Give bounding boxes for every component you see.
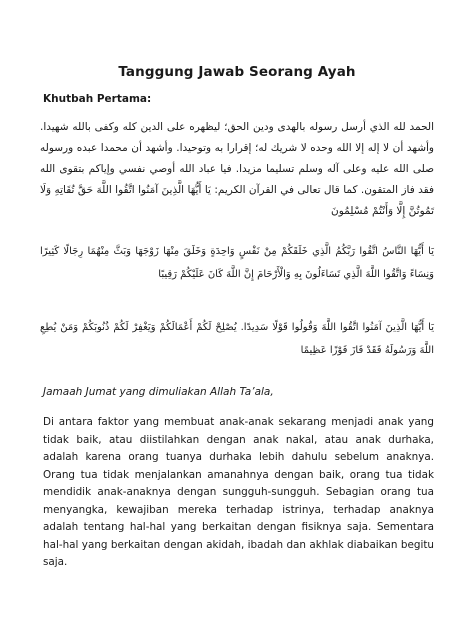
- arabic-paragraph-2: يَا أَيُّهَا النَّاسُ اتَّقُوا رَبَّكُمُ الَّذِي خَلَقَكُمْ مِنْ نَفْسٍ وَاحِدَةٍ وَخَلَقَ مِنْهَا زَوْجَهَا وَبَثَّ مِنْهُمَا رِجَالًا كَثِيرًا وَنِسَاءً وَاتَّقُوا اللَّهَ الَّذِي تَسَاءَلُونَ بِهِ وَالْأَرْحَامَ إِنَّ اللَّهَ كَانَ عَلَيْكُمْ رَقِيبًا: [40, 246, 434, 280]
- arabic-paragraph-1: الحمد لله الذي أرسل رسوله بالهدى ودين الحق؛ ليظهره على الدين كله وكفى بالله شهيدا. وأشهد أن لا إله إلا الله وحده لا شريك له؛ إقرارا به وتوحيدا. وأشهد أن محمدا عبده ورسوله صلى الله عليه وعلى آله وسلم تسليما مزيدا. فيا عباد الله أوصي نفسي وإياكم بتقوى الله فقد فاز المتقون. كما قال تعالى في القرآن الكريم: يَا أَيُّهَا الَّذِينَ آمَنُوا اتَّقُوا اللَّهَ حَقَّ تُقَاتِهِ وَلَا تَمُوتُنَّ إِلَّا وَأَنْتُمْ مُسْلِمُونَ: [40, 121, 434, 217]
- body-paragraph: Di antara faktor yang membuat anak-anak sekarang menjadi anak yang tidak baik, atau diistilahkan dengan anak nakal, atau anak durhaka, adalah karena orang tuanya durhaka lebih dahulu sebelum anaknya. Orang tua tidak menjalankan amanahnya dengan baik, orang tua tidak mendidik anak-anaknya dengan sungguh-sungguh. Sebagian orang tua menyangka, kewajiban mereka terhadap istrinya, terhadap anaknya adalah tentang hal-hal yang berkaitan dengan fisiknya saja. Sementara hal-hal yang berkaitan dengan akidah, ibadah dan akhlak diabaikan begitu saja.: [43, 416, 434, 568]
- arabic-paragraph-3: يَا أَيُّهَا الَّذِينَ آمَنُوا اتَّقُوا اللَّهَ وَقُولُوا قَوْلًا سَدِيدًا. يُصْلِحْ لَكُمْ أَعْمَالَكُمْ وَيَغْفِرْ لَكُمْ ذُنُوبَكُمْ وَمَنْ يُطِعِ اللَّهَ وَرَسُولَهُ فَقَدْ فَازَ فَوْزًا عَظِيمًا: [40, 322, 434, 356]
- salutation: Jamaah Jumat yang dimuliakan Allah Ta’ala,: [43, 386, 274, 398]
- section-heading: Khutbah Pertama:: [43, 93, 152, 105]
- document-title: Tanggung Jawab Seorang Ayah: [118, 64, 356, 80]
